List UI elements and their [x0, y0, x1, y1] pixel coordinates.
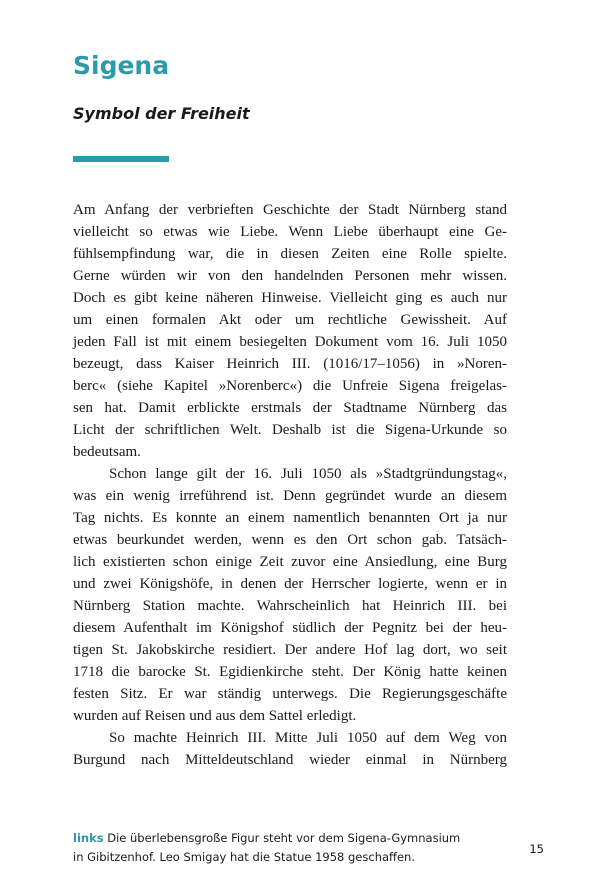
- text-line: festen Sitz. Er war ständig unterwegs. Die Regierungsgeschäfte: [73, 686, 507, 702]
- text-line: Licht der schriftlichen Welt. Deshalb ist die Sigena-Urkunde so: [73, 422, 507, 438]
- text-line: diesem Aufenthalt im Königshof südlich der Pegnitz bei der heu-: [73, 620, 507, 636]
- page-number: 15: [529, 842, 544, 856]
- image-caption: [73, 829, 513, 867]
- text-line: jeden Fall ist mit einem besiegelten Dokument vom 16. Juli 1050: [73, 334, 507, 350]
- caption-line-1: [73, 829, 513, 848]
- text-line: fühlsempfindung war, die in diesen Zeiten eine Rolle spielte.: [73, 246, 507, 262]
- text-line: um einen formalen Akt oder um rechtliche Gewissheit. Auf: [73, 312, 507, 328]
- chapter-title: Sigena: [73, 51, 170, 80]
- text-line: Gerne würden wir von den handelnden Personen mehr wissen.: [73, 268, 507, 284]
- text-line: etwas beurkundet werden, wenn es den Ort schon gab. Tatsäch-: [73, 532, 507, 548]
- accent-rule: [73, 156, 169, 162]
- caption-label: links: [73, 831, 104, 845]
- text-line: Burgund nach Mitteldeutschland wieder einmal in Nürnberg: [73, 752, 507, 768]
- text-line: Am Anfang der verbrieften Geschichte der Stadt Nürnberg stand: [73, 202, 507, 218]
- text-line: 1718 die barocke St. Egidienkirche steht. Der König hatte keinen: [73, 664, 507, 680]
- text-line: Doch es gibt keine näheren Hinweise. Vielleicht ging es auch nur: [73, 290, 507, 306]
- chapter-subtitle: Symbol der Freiheit: [73, 104, 250, 123]
- text-line: bedeutsam.: [73, 444, 141, 460]
- text-line: tigen St. Jakobskirche residiert. Der andere Hof lag dort, wo seit: [73, 642, 507, 658]
- text-line: lich existierten schon einige Zeit zuvor eine Ansiedlung, eine Burg: [73, 554, 507, 570]
- text-line: was ein wenig irreführend ist. Denn gegründet wurde an diesem: [73, 488, 507, 504]
- text-line: bezeugt, dass Kaiser Heinrich III. (1016/17–1056) in »Noren-: [73, 356, 507, 372]
- body-text: [73, 199, 507, 771]
- caption-text-2: in Gibitzenhof. Leo Smigay hat die Statue 1958 geschaffen.: [73, 850, 415, 864]
- text-line: wurden auf Reisen und aus dem Sattel erledigt.: [73, 708, 357, 724]
- text-line: sen hat. Damit erblickte erstmals der Stadtname Nürnberg das: [73, 400, 507, 416]
- text-line: vielleicht so etwas wie Liebe. Wenn Liebe überhaupt eine Ge-: [73, 224, 507, 240]
- text-line: Nürnberg Station machte. Wahrscheinlich hat Heinrich III. bei: [73, 598, 507, 614]
- text-line: und zwei Königshöfe, in denen der Herrscher logierte, wenn er in: [73, 576, 507, 592]
- text-line: So machte Heinrich III. Mitte Juli 1050 auf dem Weg von: [109, 730, 507, 746]
- text-line: Schon lange gilt der 16. Juli 1050 als »Stadtgründungstag«,: [109, 466, 507, 482]
- caption-text-1: Die überlebensgroße Figur steht vor dem Sigena-Gymnasium: [107, 831, 461, 845]
- text-line: berc« (siehe Kapitel »Norenberc«) die Unfreie Sigena freigelas-: [73, 378, 507, 394]
- text-line: Tag nichts. Es konnte an einem namentlich benannten Ort ja nur: [73, 510, 507, 526]
